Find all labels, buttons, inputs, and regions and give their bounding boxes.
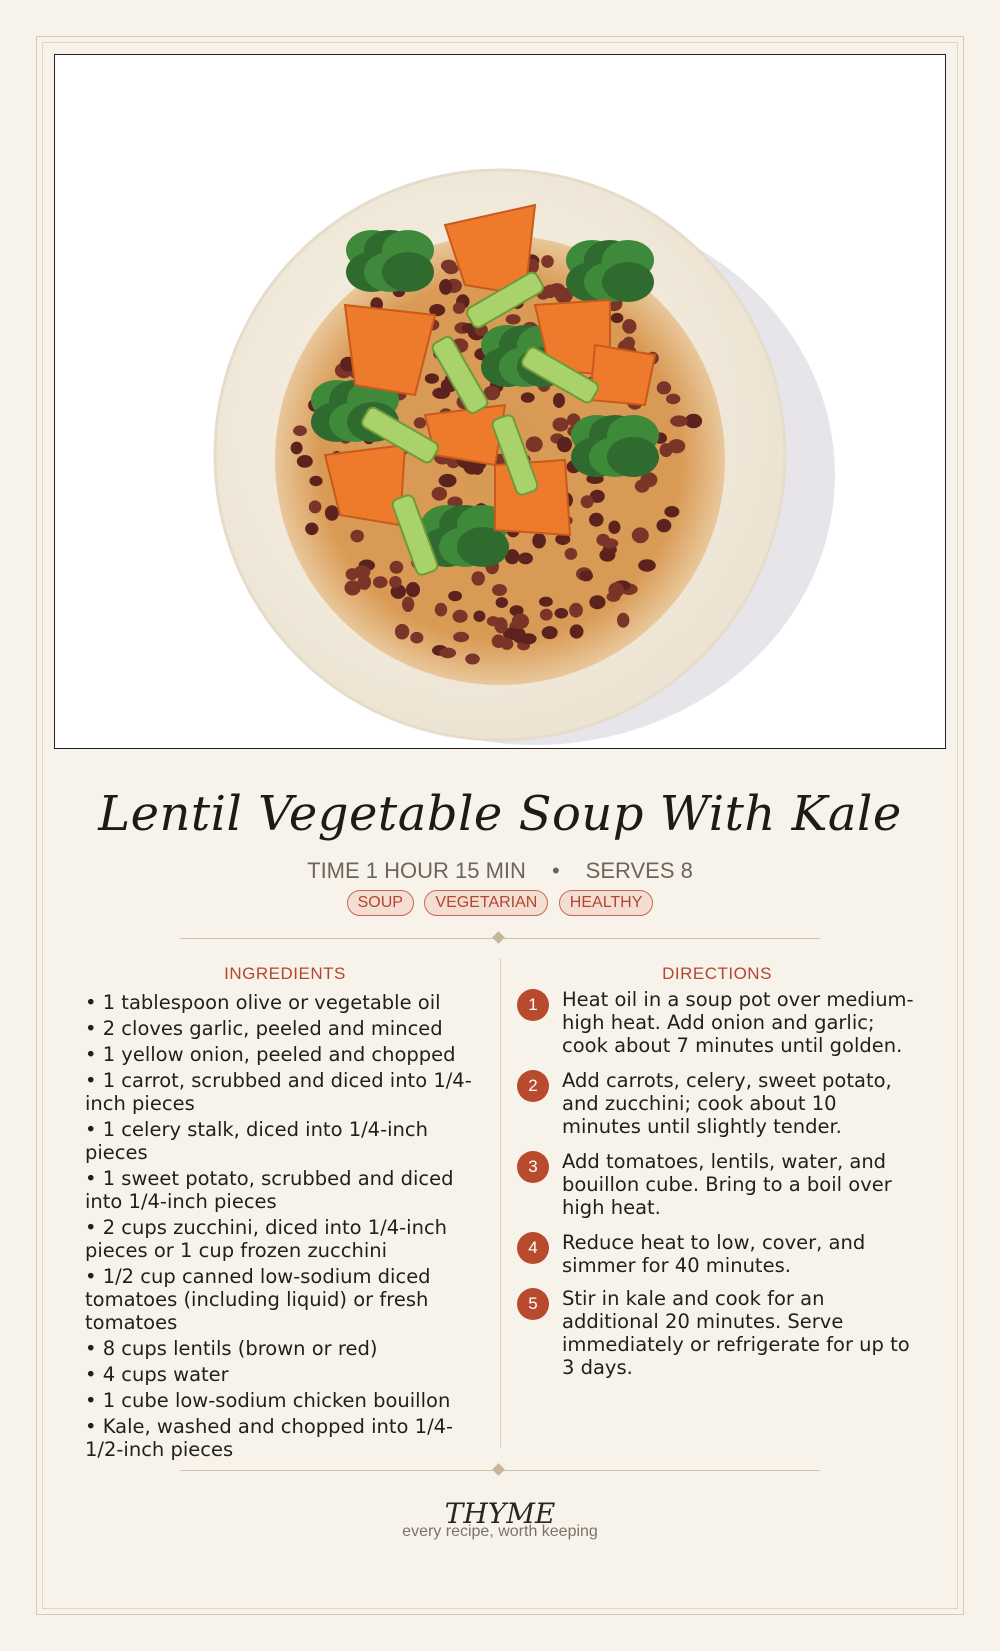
step-number-badge: 2 <box>517 1070 549 1102</box>
step-text: Add tomatoes, lentils, water, and bouillon cube. Bring to a boil over high heat. <box>562 1150 892 1219</box>
recipe-meta <box>0 858 1000 884</box>
ingredient-item: • 1/2 cup canned low-sodium diced tomatoes (including liquid) or fresh tomatoes <box>85 1265 431 1334</box>
direction-step-4 <box>517 1231 917 1277</box>
recipe-time: TIME 1 HOUR 15 MIN <box>307 858 526 883</box>
step-text: Stir in kale and cook for an additional 20 minutes. Serve immediately or refrigerate for up to 3 days. <box>562 1287 910 1379</box>
ingredient-item: • 4 cups water <box>85 1363 229 1386</box>
tag-vegetarian[interactable]: VEGETARIAN <box>424 890 548 916</box>
ingredient-item: • 1 celery stalk, diced into 1/4-inch pieces <box>85 1118 428 1164</box>
bottom-divider <box>180 1470 820 1471</box>
step-number-badge: 4 <box>517 1232 549 1264</box>
step-text: Add carrots, celery, sweet potato, and zucchini; cook about 10 minutes until slightly tender. <box>562 1069 892 1138</box>
column-separator <box>500 958 501 1448</box>
soup-bowl-illustration <box>54 54 946 749</box>
directions-heading: DIRECTIONS <box>662 964 772 983</box>
ingredients-list <box>85 991 485 1464</box>
tag-healthy[interactable]: HEALTHY <box>559 890 654 916</box>
meta-separator: • <box>551 858 560 883</box>
step-text: Heat oil in a soup pot over medium-high heat. Add onion and garlic; cook about 7 minutes until golden. <box>562 988 914 1057</box>
step-number-badge: 1 <box>517 989 549 1021</box>
recipe-tags <box>0 890 1000 916</box>
step-text: Reduce heat to low, cover, and simmer for 40 minutes. <box>562 1231 866 1277</box>
recipe-serves: SERVES 8 <box>585 858 693 883</box>
step-number-badge: 5 <box>517 1288 549 1320</box>
direction-step-3 <box>517 1150 917 1219</box>
tag-soup[interactable]: SOUP <box>347 890 414 916</box>
ingredient-item: • 2 cups zucchini, diced into 1/4-inch pieces or 1 cup frozen zucchini <box>85 1216 448 1262</box>
ingredients-heading: INGREDIENTS <box>224 964 346 983</box>
ingredient-item: • 1 carrot, scrubbed and diced into 1/4-inch pieces <box>85 1069 472 1115</box>
recipe-title: Lentil Vegetable Soup With Kale <box>98 786 902 842</box>
direction-step-1 <box>517 988 917 1057</box>
ingredient-item: • 1 tablespoon olive or vegetable oil <box>85 991 441 1014</box>
brand-tagline: every recipe, worth keeping <box>402 1523 598 1540</box>
ingredient-item: • Kale, washed and chopped into 1/4-1/2-inch pieces <box>85 1415 454 1461</box>
ingredient-item: • 8 cups lentils (brown or red) <box>85 1337 378 1360</box>
step-number-badge: 3 <box>517 1151 549 1183</box>
ingredient-item: • 2 cloves garlic, peeled and minced <box>85 1017 443 1040</box>
direction-step-5 <box>517 1287 917 1379</box>
ingredient-item: • 1 sweet potato, scrubbed and diced into 1/4-inch pieces <box>85 1167 454 1213</box>
brand-logo: THYME <box>444 1497 556 1530</box>
ingredient-item: • 1 yellow onion, peeled and chopped <box>85 1043 456 1066</box>
direction-step-2 <box>517 1069 917 1138</box>
top-divider <box>180 938 820 939</box>
ingredient-item: • 1 cube low-sodium chicken bouillon <box>85 1389 451 1412</box>
directions-list <box>517 988 917 1379</box>
